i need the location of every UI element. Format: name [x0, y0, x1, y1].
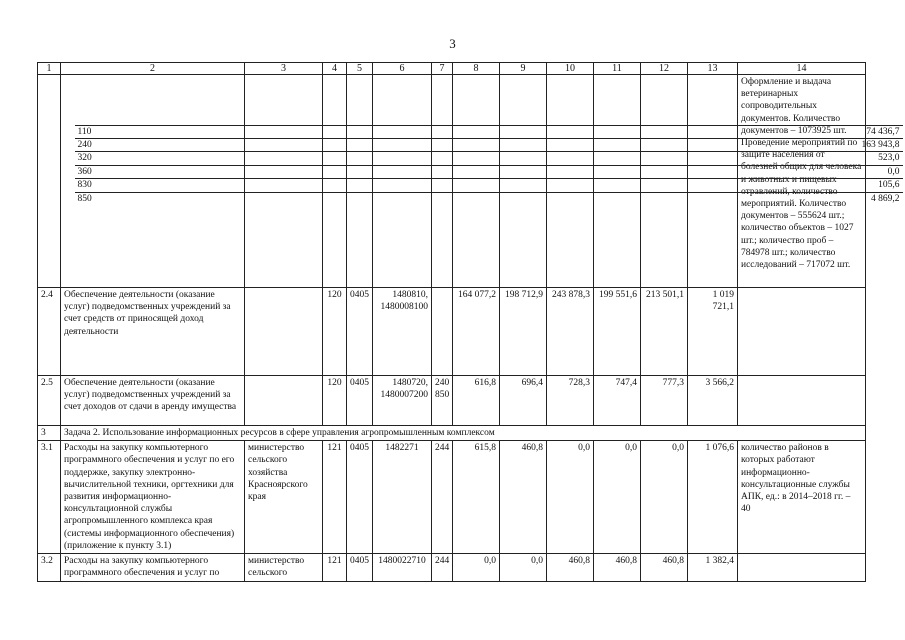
result-note: Оформление и выдача ветеринарных сопроводительных документов. Количество документов – 1073925 шт. Проведение мероприятий по защите населения от болезней общих для человека и животных и пищевых отравлений, количество мероприятий. Количество документов – 555624 шт.; количество объектов – 1027 шт.; количество проб – 784978 шт.; количество исследований – 717072 шт.	[738, 75, 866, 288]
table-row-2-4	[38, 288, 866, 376]
cell-c6: 1480720, 1480007200	[373, 376, 432, 426]
col-header: 1	[38, 63, 61, 75]
cell-c4: 120	[323, 288, 347, 376]
cell-c13: 1 019 721,1	[688, 288, 738, 376]
cell-c12: 0,0	[641, 441, 688, 554]
cell-c9: 460,8	[500, 441, 547, 554]
row-name: Обеспечение деятельности (оказание услуг) подведомственных учреждений за счет средств от приносящей доход деятельности	[61, 288, 245, 376]
col-header: 2	[61, 63, 245, 75]
cell-c7: 240 850	[432, 376, 453, 426]
col-header: 9	[500, 63, 547, 75]
cell-c12: 460,8	[641, 554, 688, 582]
row-number: 3.2	[38, 554, 61, 582]
cell-c7: 244	[432, 554, 453, 582]
cell-c5: 0405	[347, 376, 373, 426]
cell-c10: 0,0	[547, 441, 594, 554]
cell-c11: 0,0	[594, 441, 641, 554]
cell-c8: 164 077,2	[453, 288, 500, 376]
row-owner: министерство сельского	[245, 554, 323, 582]
col-header: 6	[373, 63, 432, 75]
cell-c8: 615,8	[453, 441, 500, 554]
cell-c11: 460,8	[594, 554, 641, 582]
col-header: 11	[594, 63, 641, 75]
col-header: 4	[323, 63, 347, 75]
cell-c13: 1 076,6	[688, 441, 738, 554]
cell-c13: 3 566,2	[688, 376, 738, 426]
table-row-3-2	[38, 554, 866, 582]
cell-c8: 616,8	[453, 376, 500, 426]
row-name: Расходы на закупку компьютерного программного обеспечения и услуг по	[61, 554, 245, 582]
cell-c7-sub: 110 240 320 360 830 850	[432, 288, 453, 376]
cell-c10: 728,3	[547, 376, 594, 426]
table-row-2-5	[38, 376, 866, 426]
cell-c6: 1480810, 1480008100	[373, 288, 432, 376]
cell-c13: 1 382,4	[688, 554, 738, 582]
cell-c7: 244	[432, 441, 453, 554]
row-name: Расходы на закупку компьютерного программного обеспечения и услуг по его поддержке, закупку электронно-вычислительной техники, оргтехники для развития информационно-консультационной службы агропромышленного комплекса края (системы информационного обеспечения) (приложение к пункту 3.1)	[61, 441, 245, 554]
cell-c4: 120	[323, 376, 347, 426]
col-header: 8	[453, 63, 500, 75]
cell-c9: 0,0	[500, 554, 547, 582]
col-header: 13	[688, 63, 738, 75]
cell-c11: 199 551,6	[594, 288, 641, 376]
cell-c4: 121	[323, 441, 347, 554]
col-header: 12	[641, 63, 688, 75]
col-header: 7	[432, 63, 453, 75]
row-name: Обеспечение деятельности (оказание услуг) подведомственных учреждений за счет доходов от сдачи в аренду имущества	[61, 376, 245, 426]
cell-c4: 121	[323, 554, 347, 582]
budget-table	[37, 62, 900, 582]
cell-c5: 0405	[347, 554, 373, 582]
row-number: 3	[38, 426, 61, 441]
cell-c5: 0405	[347, 288, 373, 376]
row-number: 2.5	[38, 376, 61, 426]
row-number: 3.1	[38, 441, 61, 554]
cell-c11: 747,4	[594, 376, 641, 426]
cell-c12: 213 501,1	[641, 288, 688, 376]
cell-c12: 777,3	[641, 376, 688, 426]
result-note: количество районов в которых работают информационно-консультационные службы АПК, ед.: в 2014–2018 гг. – 40	[738, 441, 866, 554]
col-header: 14	[738, 63, 866, 75]
cell-c10: 243 878,3	[552, 290, 590, 300]
cell-c9: 198 712,9	[500, 288, 547, 376]
table-row-task-2	[38, 426, 866, 441]
header-row	[38, 63, 866, 75]
page-number: 3	[449, 36, 456, 51]
cell-c6: 1482271	[373, 441, 432, 554]
cell-c10: 460,8	[547, 554, 594, 582]
col-header: 3	[245, 63, 323, 75]
cell-c8: 0,0	[453, 554, 500, 582]
row-number: 2.4	[38, 288, 61, 376]
col-header: 5	[347, 63, 373, 75]
cell-c9: 696,4	[500, 376, 547, 426]
table-row-3-1	[38, 441, 866, 554]
col-header: 10	[547, 63, 594, 75]
row-owner: министерство сельского хозяйства Красноярского края	[245, 441, 323, 554]
cell-c10-sub: 243 878,3 74 436,7 163 943,8 523,0 0,0 105,6 4 869,2	[547, 288, 594, 376]
task-title: Задача 2. Использование информационных ресурсов в сфере управления агропромышленным комплексом	[61, 426, 866, 441]
cell-c6: 1480022710	[373, 554, 432, 582]
cell-c5: 0405	[347, 441, 373, 554]
